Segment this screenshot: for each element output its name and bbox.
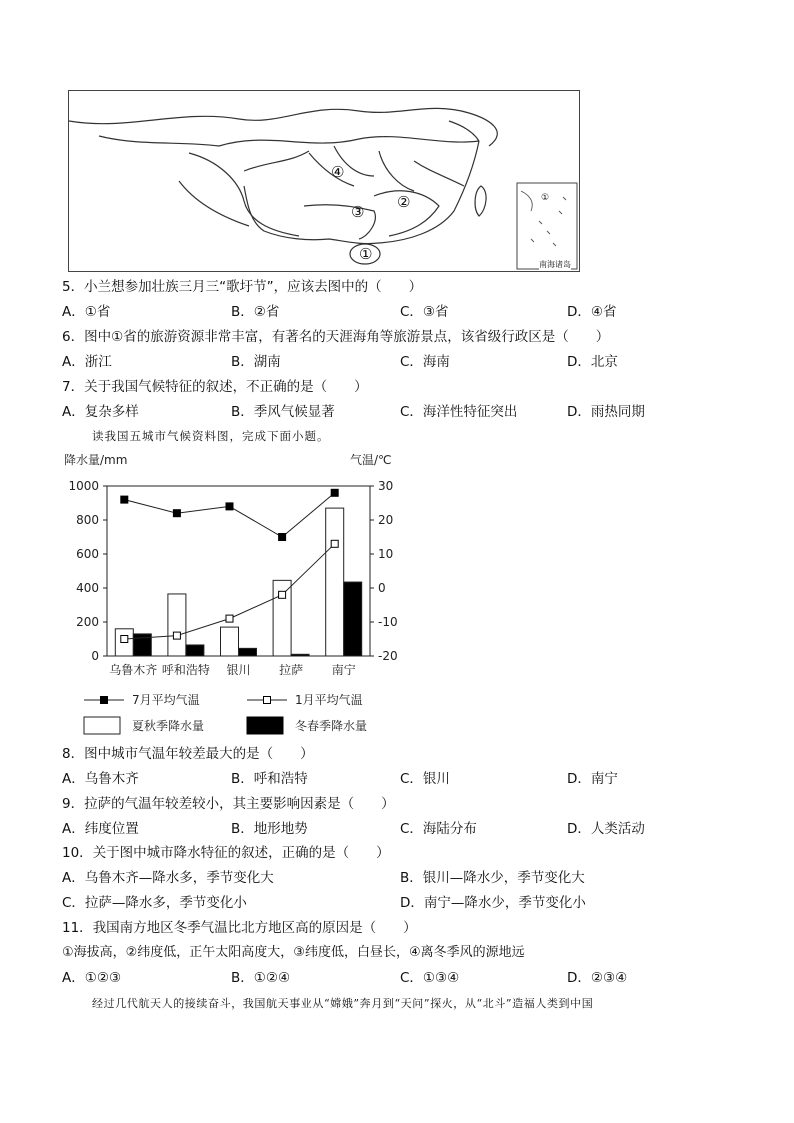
q7-option-a[interactable]: A．复杂多样 (62, 404, 139, 420)
boundary-coast (244, 141, 479, 244)
y2-tick-label: -20 (378, 649, 398, 663)
question-number: 6． (62, 329, 85, 345)
question-text: 图中①省的旅游资源非常丰富，有著名的天涯海角等旅游景点，该省级行政区是（ ） (84, 329, 610, 345)
q5-option-d[interactable]: D．④省 (567, 304, 617, 320)
y2-tick-label: 10 (378, 547, 394, 561)
q6-option-a[interactable]: A．浙江 (62, 354, 112, 370)
question-number: 10． (62, 845, 93, 861)
question-number: 9． (62, 796, 85, 812)
q10-option-d[interactable]: D．南宁—降水少，季节变化小 (400, 895, 586, 911)
y2-tick-label: 0 (378, 581, 386, 595)
q7-option-c[interactable]: C．海洋性特征突出 (400, 404, 518, 420)
q9-option-c[interactable]: C．海陆分布 (400, 821, 477, 837)
q9-option-d[interactable]: D．人类活动 (567, 821, 645, 837)
point-july (173, 510, 180, 517)
question-8 (62, 744, 314, 764)
marker-3: ③ (351, 203, 365, 221)
category-label: 南宁 (331, 663, 356, 677)
boundary-southwest (244, 151, 309, 171)
marker-4: ④ (331, 163, 345, 181)
legend-label-summer-autumn: 夏秋季降水量 (132, 719, 205, 733)
bar-summer-autumn (326, 508, 344, 656)
q9-option-a[interactable]: A．纬度位置 (62, 821, 139, 837)
boundary-guangxi (304, 205, 375, 239)
boundary-river (99, 136, 219, 146)
bar-winter-spring (186, 645, 204, 656)
chart-legend (84, 692, 367, 734)
inset-label: 南海诸岛 (539, 260, 571, 269)
boundary-east (449, 121, 479, 141)
map-figure (68, 90, 580, 272)
passage-text: 经过几代航天人的接续奋斗，我国航天事业从“嫦娥”奔月到“天问”探火，从“北斗”造福人类到中国 (92, 997, 594, 1010)
y-tick-label: 400 (76, 581, 99, 595)
q7-option-b[interactable]: B．季风气候显著 (231, 404, 335, 420)
marker-1: ① (359, 245, 373, 263)
point-january (173, 632, 180, 639)
y2-tick-label: 20 (378, 513, 394, 527)
bar-summer-autumn (221, 627, 239, 656)
boundary-yangtze (219, 137, 479, 146)
chart-intro: 读我国五城市气候资料图，完成下面小题。 (92, 429, 330, 443)
y-tick-label: 1000 (68, 479, 99, 493)
q5-option-b[interactable]: B．②省 (231, 304, 280, 320)
y-tick-label: 800 (76, 513, 99, 527)
question-7 (62, 377, 368, 397)
question-text: 小兰想参加壮族三月三“歌圩节”，应该去图中的（ ） (84, 279, 423, 295)
y2-axis-label: 气温/℃ (350, 453, 392, 467)
question-number: 8． (62, 746, 85, 762)
legend-marker-july (101, 697, 108, 704)
plot-area (68, 479, 397, 677)
q10-option-b[interactable]: B．银川—降水少，季节变化大 (400, 870, 585, 886)
category-label: 乌鲁木齐 (109, 663, 158, 677)
question-number: 7． (62, 379, 85, 395)
question-number: 11． (62, 920, 93, 936)
question-number: 5． (62, 279, 85, 295)
point-january (121, 636, 128, 643)
q11-statement: ①海拔高，②纬度低，正午太阳高度大，③纬度低，白昼长，④离冬季风的源地远 (62, 945, 525, 960)
q11-option-d[interactable]: D．②③④ (567, 970, 628, 986)
q10-option-a[interactable]: A．乌鲁木齐—降水多，季节变化大 (62, 870, 274, 886)
question-5 (62, 277, 422, 297)
point-july (331, 489, 338, 496)
point-january (331, 540, 338, 547)
q10-option-c[interactable]: C．拉萨—降水多，季节变化小 (62, 895, 247, 911)
y-tick-label: 200 (76, 615, 99, 629)
legend-box-winter-spring (247, 717, 283, 734)
line-january (124, 544, 334, 639)
legend-box-summer-autumn (84, 717, 120, 734)
y2-tick-label: 30 (378, 479, 394, 493)
y-tick-label: 600 (76, 547, 99, 561)
question-10 (62, 843, 390, 863)
inset-marker-1: ① (541, 193, 550, 203)
legend-label-july: 7月平均气温 (132, 693, 200, 707)
q5-option-a[interactable]: A．①省 (62, 304, 111, 320)
question-6 (62, 327, 609, 347)
point-january (226, 615, 233, 622)
legend-label-winter-spring: 冬春季降水量 (295, 719, 368, 733)
q5-option-c[interactable]: C．③省 (400, 304, 449, 320)
question-text: 拉萨的气温年较差较小，其主要影响因素是（ ） (84, 796, 395, 812)
point-january (279, 591, 286, 598)
bar-summer-autumn (168, 594, 186, 656)
climate-chart (62, 448, 398, 738)
q8-option-d[interactable]: D．南宁 (567, 771, 618, 787)
map-drawing (69, 91, 579, 271)
y2-tick-label: -10 (378, 615, 398, 629)
boundary-jiangxi (379, 151, 414, 191)
q11-option-a[interactable]: A．①②③ (62, 970, 122, 986)
bar-winter-spring (239, 648, 257, 656)
bar-winter-spring (291, 654, 309, 656)
legend-marker-january (264, 697, 271, 704)
q7-option-d[interactable]: D．雨热同期 (567, 404, 645, 420)
q8-option-c[interactable]: C．银川 (400, 771, 450, 787)
legend-label-january: 1月平均气温 (295, 693, 363, 707)
q11-option-b[interactable]: B．①②④ (231, 970, 291, 986)
q11-option-c[interactable]: C．①③④ (400, 970, 460, 986)
question-11 (62, 918, 417, 938)
question-9 (62, 794, 395, 814)
category-label: 银川 (226, 663, 251, 677)
q6-option-d[interactable]: D．北京 (567, 354, 618, 370)
q6-option-b[interactable]: B．湖南 (231, 354, 281, 370)
y-tick-label: 0 (91, 649, 99, 663)
question-text: 关于我国气候特征的叙述，不正确的是（ ） (84, 379, 368, 395)
q9-option-b[interactable]: B．地形地势 (231, 821, 308, 837)
bar-winter-spring (344, 582, 362, 656)
question-text: 关于图中城市降水特征的叙述，正确的是（ ） (92, 845, 390, 861)
question-text: 图中城市气温年较差最大的是（ ） (84, 746, 314, 762)
marker-2: ② (397, 193, 411, 211)
category-label: 拉萨 (279, 663, 304, 677)
q6-option-c[interactable]: C．海南 (400, 354, 450, 370)
question-text: 我国南方地区冬季气温比北方地区高的原因是（ ） (92, 920, 417, 936)
point-july (226, 503, 233, 510)
y-axis-label: 降水量/mm (64, 453, 128, 467)
q8-option-b[interactable]: B．呼和浩特 (231, 771, 308, 787)
boundary-sichuan (189, 153, 299, 236)
taiwan-island (475, 186, 486, 216)
q8-option-a[interactable]: A．乌鲁木齐 (62, 771, 139, 787)
category-label: 呼和浩特 (161, 663, 210, 677)
line-july (124, 493, 334, 537)
point-july (279, 534, 286, 541)
boundary-fujian (414, 161, 464, 186)
point-july (121, 496, 128, 503)
